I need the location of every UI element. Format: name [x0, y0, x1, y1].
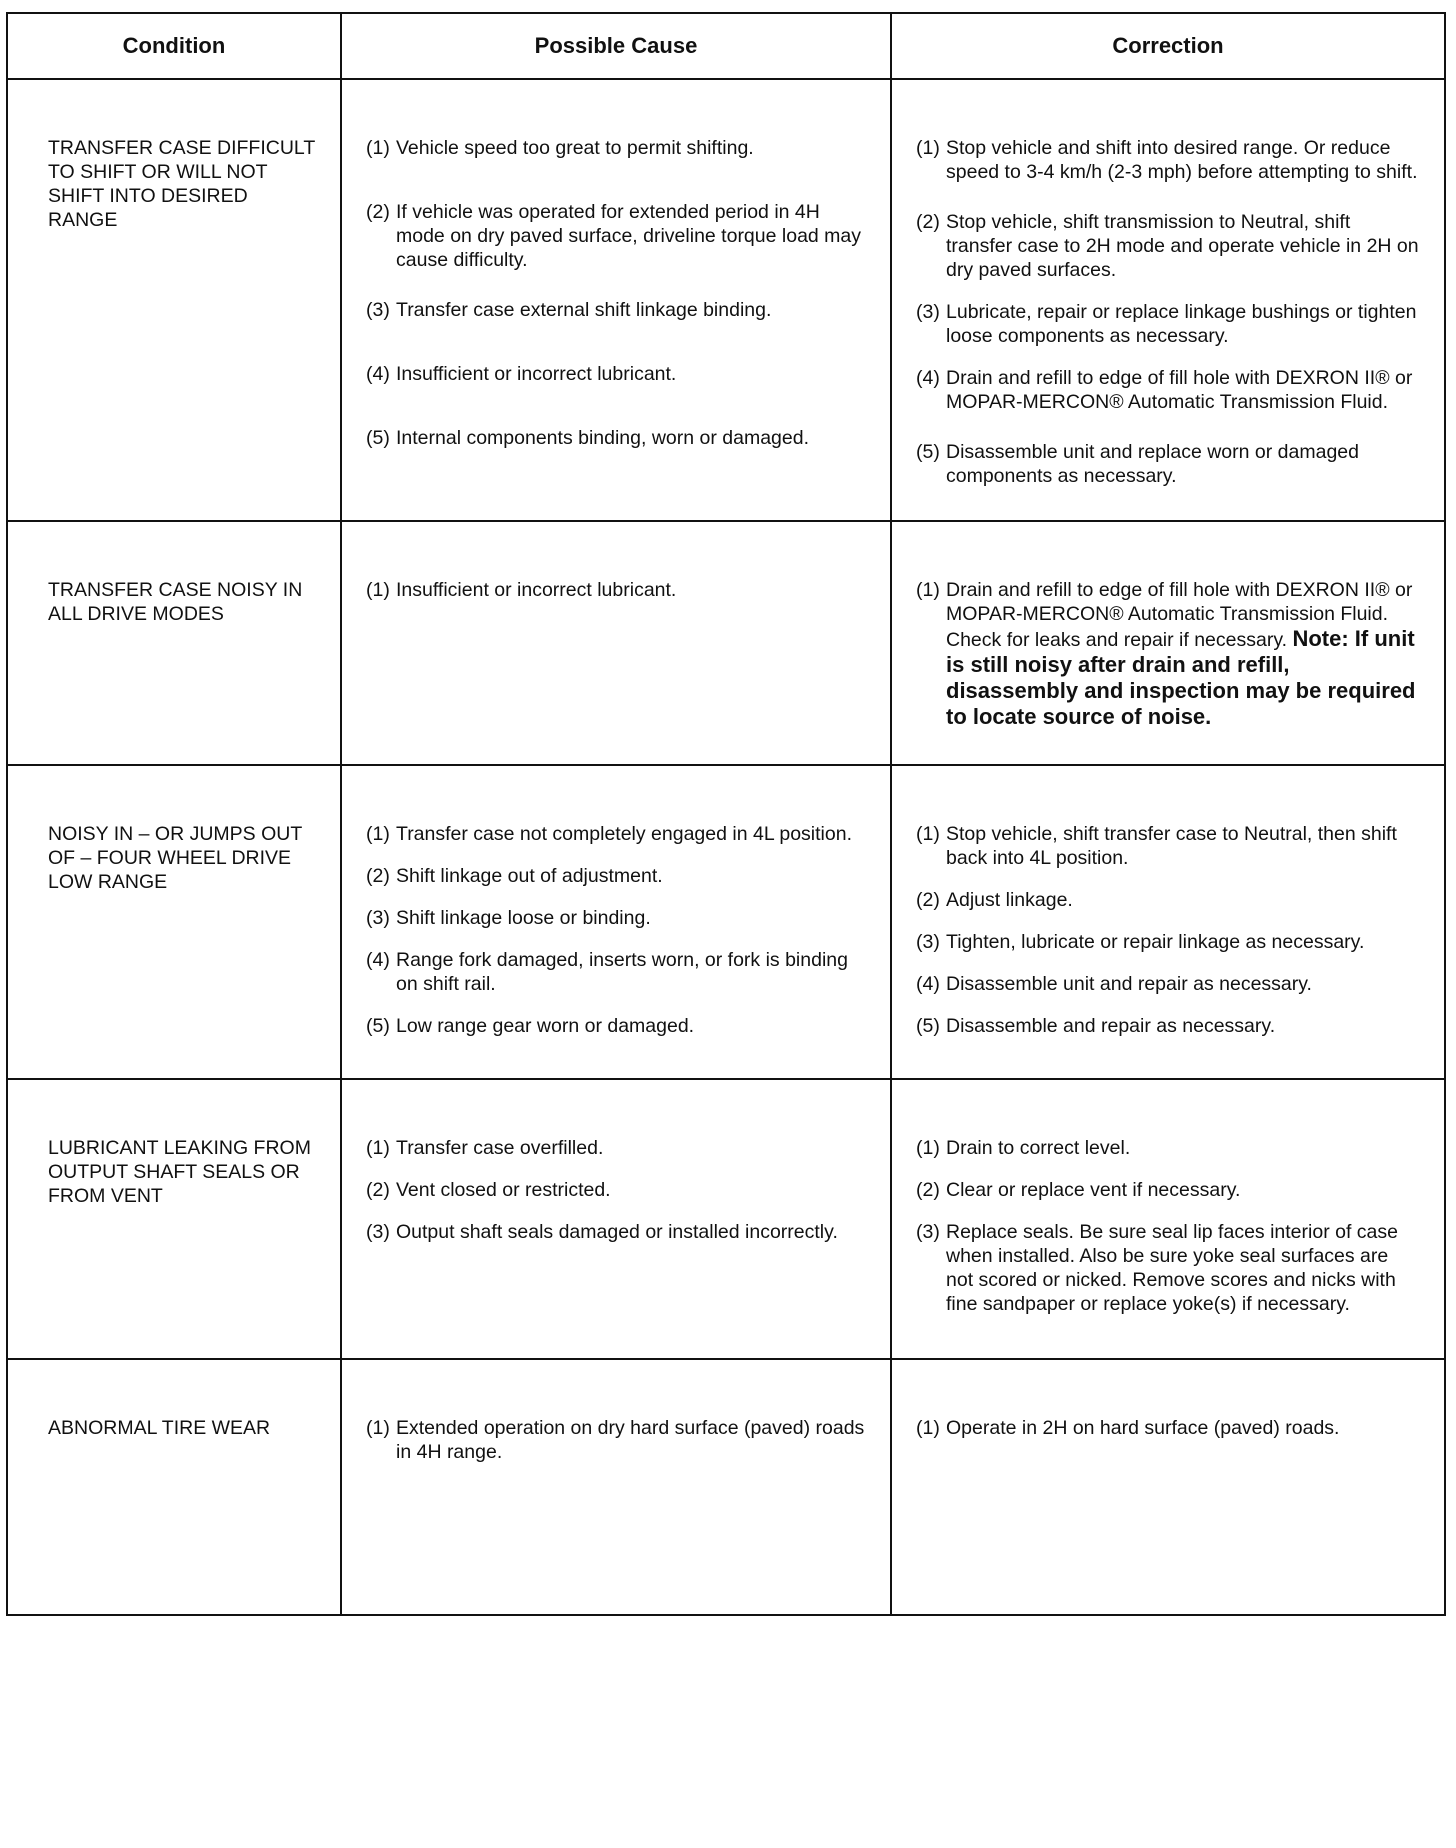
item-text: Operate in 2H on hard surface (paved) roads. — [946, 1417, 1340, 1439]
cause-cell — [341, 1359, 891, 1615]
item-number: (3) — [916, 931, 940, 953]
item-text: Disassemble unit and replace worn or damaged components as necessary. — [946, 441, 1359, 487]
cause-item — [366, 948, 866, 996]
item-number: (1) — [366, 579, 390, 601]
item-number: (5) — [916, 441, 940, 463]
item-number: (2) — [366, 201, 390, 223]
item-text: Disassemble unit and repair as necessary. — [946, 973, 1312, 995]
item-number: (1) — [916, 823, 940, 845]
item-text: Internal components binding, worn or damaged. — [396, 427, 810, 449]
correction-item — [916, 1014, 1420, 1038]
correction-item — [916, 210, 1420, 282]
item-number: (3) — [916, 1221, 940, 1243]
condition-cell: LUBRICANT LEAKING FROM OUTPUT SHAFT SEALS OR FROM VENT — [7, 1079, 341, 1359]
item-number: (2) — [366, 1179, 390, 1201]
cause-item — [366, 362, 866, 386]
item-text: Shift linkage out of adjustment. — [396, 865, 663, 887]
item-number: (1) — [366, 1417, 390, 1439]
cause-item — [366, 864, 866, 888]
item-text: Clear or replace vent if necessary. — [946, 1179, 1241, 1201]
correction-cell — [891, 79, 1445, 521]
condition-cell: ABNORMAL TIRE WEAR — [7, 1359, 341, 1615]
correction-item — [916, 1220, 1420, 1316]
header-row — [7, 13, 1445, 79]
table-row — [7, 1359, 1445, 1615]
item-text: Transfer case not completely engaged in 4L position. — [396, 823, 852, 845]
correction-item — [916, 1136, 1420, 1160]
item-number: (5) — [916, 1015, 940, 1037]
item-text: Shift linkage loose or binding. — [396, 907, 651, 929]
cause-item — [366, 822, 866, 846]
item-text: Tighten, lubricate or repair linkage as necessary. — [946, 931, 1365, 953]
cause-cell — [341, 79, 891, 521]
item-number: (3) — [916, 301, 940, 323]
item-text: Lubricate, repair or replace linkage bushings or tighten loose components as necessary. — [946, 301, 1417, 347]
cause-item — [366, 578, 866, 602]
diagnosis-table — [6, 12, 1446, 1616]
correction-item — [916, 578, 1420, 730]
item-text: Stop vehicle, shift transfer case to Neutral, then shift back into 4L position. — [946, 823, 1397, 869]
item-number: (2) — [916, 889, 940, 911]
header-correction: Correction — [891, 13, 1445, 79]
item-number: (1) — [366, 823, 390, 845]
condition-cell: NOISY IN – OR JUMPS OUT OF – FOUR WHEEL DRIVE LOW RANGE — [7, 765, 341, 1079]
cause-item — [366, 136, 866, 160]
correction-item — [916, 440, 1420, 488]
correction-item — [916, 1178, 1420, 1202]
cause-item — [366, 200, 866, 272]
item-number: (2) — [916, 1179, 940, 1201]
item-text: Vent closed or restricted. — [396, 1179, 611, 1201]
item-text: Drain to correct level. — [946, 1137, 1131, 1159]
item-text: Drain and refill to edge of fill hole with DEXRON II® or MOPAR-MERCON® Automatic Transmission Fluid. — [946, 367, 1413, 413]
item-number: (1) — [916, 137, 940, 159]
correction-item — [916, 972, 1420, 996]
item-number: (4) — [916, 367, 940, 389]
cause-item — [366, 906, 866, 930]
table-row — [7, 1079, 1445, 1359]
item-number: (3) — [366, 907, 390, 929]
item-number: (1) — [916, 1417, 940, 1439]
diagnosis-chart — [6, 12, 1444, 1616]
correction-item — [916, 822, 1420, 870]
cause-cell — [341, 521, 891, 765]
item-number: (1) — [366, 137, 390, 159]
item-text: Insufficient or incorrect lubricant. — [396, 579, 677, 601]
correction-cell — [891, 521, 1445, 765]
cause-item — [366, 1416, 866, 1464]
item-number: (3) — [366, 299, 390, 321]
cause-item — [366, 1178, 866, 1202]
condition-cell: TRANSFER CASE NOISY IN ALL DRIVE MODES — [7, 521, 341, 765]
header-condition: Condition — [7, 13, 341, 79]
item-text: Low range gear worn or damaged. — [396, 1015, 695, 1037]
item-number: (5) — [366, 1015, 390, 1037]
item-text: Extended operation on dry hard surface (paved) roads in 4H range. — [396, 1417, 865, 1463]
item-text: Range fork damaged, inserts worn, or fork is binding on shift rail. — [396, 949, 848, 995]
item-text: Drain and refill to edge of fill hole with DEXRON II® or MOPAR-MERCON® Automatic Transmission Fluid. Check for leaks and repair if necessary. — [946, 579, 1413, 651]
correction-cell — [891, 1079, 1445, 1359]
condition-cell: TRANSFER CASE DIFFICULT TO SHIFT OR WILL NOT SHIFT INTO DESIRED RANGE — [7, 79, 341, 521]
table-row — [7, 521, 1445, 765]
item-number: (1) — [916, 579, 940, 601]
item-text: Output shaft seals damaged or installed incorrectly. — [396, 1221, 838, 1243]
item-text: Transfer case external shift linkage binding. — [396, 299, 772, 321]
item-number: (5) — [366, 427, 390, 449]
item-number: (2) — [916, 211, 940, 233]
cause-item — [366, 1220, 866, 1244]
table-row — [7, 79, 1445, 521]
item-text: Stop vehicle and shift into desired range. Or reduce speed to 3-4 km/h (2-3 mph) before attempting to shift. — [946, 137, 1418, 183]
cause-item — [366, 1014, 866, 1038]
correction-item — [916, 888, 1420, 912]
table-row — [7, 765, 1445, 1079]
correction-cell — [891, 765, 1445, 1079]
item-number: (4) — [916, 973, 940, 995]
cause-item — [366, 298, 866, 322]
correction-cell — [891, 1359, 1445, 1615]
item-text: Adjust linkage. — [946, 889, 1073, 911]
item-text: Transfer case overfilled. — [396, 1137, 604, 1159]
correction-item — [916, 136, 1420, 184]
correction-item — [916, 1416, 1420, 1440]
item-text: If vehicle was operated for extended period in 4H mode on dry paved surface, driveline torque load may cause difficulty. — [396, 201, 862, 271]
note-text: Note: If unit is still noisy after drain and refill, disassembly and inspection may be required to locate source of noise. — [946, 626, 1416, 729]
item-text: Stop vehicle, shift transmission to Neutral, shift transfer case to 2H mode and operate vehicle in 2H on dry paved surfaces. — [946, 211, 1419, 281]
item-text: Disassemble and repair as necessary. — [946, 1015, 1276, 1037]
item-number: (4) — [366, 949, 390, 971]
item-text: Insufficient or incorrect lubricant. — [396, 363, 677, 385]
item-number: (1) — [916, 1137, 940, 1159]
item-number: (1) — [366, 1137, 390, 1159]
cause-cell — [341, 1079, 891, 1359]
item-text: Vehicle speed too great to permit shifting. — [396, 137, 754, 159]
item-number: (2) — [366, 865, 390, 887]
item-number: (4) — [366, 363, 390, 385]
correction-item — [916, 930, 1420, 954]
cause-cell — [341, 765, 891, 1079]
header-possible-cause: Possible Cause — [341, 13, 891, 79]
item-text: Replace seals. Be sure seal lip faces interior of case when installed. Also be sure yoke seal surfaces are not scored or nicked. Remove scores and nicks with fine sandpaper or replace yoke(s) if necessary. — [946, 1221, 1398, 1315]
cause-item — [366, 426, 866, 450]
item-number: (3) — [366, 1221, 390, 1243]
correction-item — [916, 366, 1420, 414]
cause-item — [366, 1136, 866, 1160]
correction-item — [916, 300, 1420, 348]
